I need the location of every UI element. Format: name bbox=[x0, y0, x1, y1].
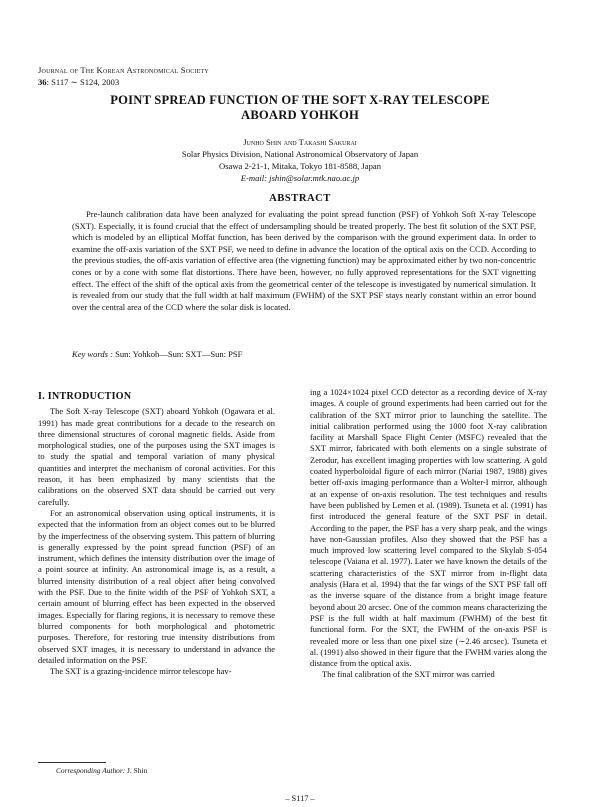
paper-title-line-2: ABOARD YOHKOH bbox=[241, 108, 359, 122]
body-paragraph: The Soft X-ray Telescope (SXT) aboard Yohkoh (Ogawara et al. 1991) has made great contributions for a decade to the research on three dimensional structures of coronal magnetic fields. Aside from morphological studies, one of the purposes using the SXT images is to study the spatial and temporal variation of many physical quantities and interpret the mechanism of coronal activities. For this reason, it has been emphasized by many scientists that the calibrations on the observed SXT data should be carried out very carefully. bbox=[38, 406, 275, 507]
keywords-label: Key words : bbox=[72, 349, 113, 359]
journal-name: Journal of The Korean Astronomical Society bbox=[38, 65, 209, 75]
footnote-label: Corresponding Author: bbox=[56, 766, 126, 775]
abstract-heading: ABSTRACT bbox=[269, 193, 331, 204]
keywords bbox=[72, 349, 536, 361]
right-column bbox=[310, 387, 547, 681]
journal-volume: 36 bbox=[38, 77, 47, 87]
footnote-rule bbox=[38, 762, 106, 763]
author-email: E-mail: jshin@solar.mtk.nao.ac.jp bbox=[240, 173, 360, 183]
author-address: Osawa 2-21-1, Mitaka, Tokyo 181-8588, Japan bbox=[218, 161, 381, 171]
body-paragraph: The final calibration of the SXT mirror was carried bbox=[322, 669, 495, 680]
left-column bbox=[38, 391, 275, 677]
author-affiliation: Solar Physics Division, National Astronomical Observatory of Japan bbox=[181, 149, 419, 159]
abstract-paragraph: Pre-launch calibration data have been analyzed for evaluating the point spread function (PSF) of Yohkoh Soft X-ray Telescope (SXT). Especially, it is found crucial that the effect of undersampling should be treated properly. The best fit solution of the SXT PSF, which is modeled by an elliptical Moffat function, has been derived by the comparison with the ground experiment data. In order to examine the off-axis variation of the SXT PSF, we need to define in advance the location of the optical axis on the CCD. According to the previous studies, the off-axis variation of effective area (the vignetting function) may be approximated either by two non-concentric cones or by a cone with some flat distortions. There have been, however, no fully approved representations for the SXT vignetting effect. The effect of the shift of the optical axis from the geometrical center of the telescope is investigated by numerical simulation. It is revealed from our study that the full width at half maximum (FWHM) of the SXT PSF stays nearly constant within an error bound over the central area of the CCD where the solar disk is located. bbox=[72, 209, 536, 312]
journal-pages: : S117 ∼ S124, 2003 bbox=[46, 77, 120, 87]
keywords-text: Sun: Yohkoh—Sun: SXT—Sun: PSF bbox=[113, 349, 243, 359]
paper-title-line-1: POINT SPREAD FUNCTION OF THE SOFT X-RAY TELESCOPE bbox=[110, 93, 490, 107]
author-block bbox=[40, 136, 560, 184]
footnote bbox=[56, 766, 147, 775]
footnote-text: J. Shin bbox=[125, 766, 148, 775]
paper-title bbox=[40, 93, 560, 123]
journal-header bbox=[38, 64, 209, 88]
body-paragraph: For an astronomical observation using optical instruments, it is expected that the information from an object comes out to be blurred by the imperfectness of the observing system. This pattern of blurring is generally expressed by the point spread function (PSF) of an instrument, which defines the intensity distribution over the image of a point source at infinity. An astronomical image is, as a result, a blurred intensity distribution of a real object after being convolved with the PSF. Due to the finite width of the PSF of Yohkoh SXT, a certain amount of blurring effect has been expected in the observed images. Especially for flaring regions, it is necessary to remove these blurred components for both morphological and photometric purposes. Therefore, for restoring true intensity distributions from observed SXT images, it is necessary to understand in advance the detailed information on the PSF. bbox=[38, 507, 275, 665]
page-number: – S117 – bbox=[285, 794, 315, 803]
author-names: Junho Shin and Takashi Sakurai bbox=[243, 137, 357, 147]
body-paragraph: The SXT is a grazing-incidence mirror telescope hav- bbox=[50, 666, 232, 677]
abstract bbox=[72, 209, 536, 313]
section-heading: I. INTRODUCTION bbox=[38, 391, 132, 402]
body-paragraph: ing a 1024×1024 pixel CCD detector as a recording device of X-ray images. A couple of ground experiments had been carried out for the calibration of the SXT mirror prior to launching the satellite. The initial calibration performed using the 1000 foot X-ray calibration facility at Marshall Space Flight Center (MSFC) revealed that the SXT mirror, fabricated with both elements on a single substrate of Zerodur, has excellent imaging properties with low scattering. A gold coated hyperboloidal figure of each mirror (Nariai 1987, 1988) gives better off-axis imaging performance than a Wolter-I mirror, although at an expense of on-axis resolution. The test techniques and results have been published by Lemen et al. (1989). Tsuneta et al. (1991) has first introduced the general feature of the SXT PSF in detail. According to the paper, the PSF has a very sharp peak, and the wings have non-Gaussian profiles. Also they showed that the PSF has a much improved low scattering level compared to the Skylab S-054 telescope (Vaiana et al. 1977). Later we have known the details of the scattering characteristics of the SXT mirror from in-flight data analysis (Hara et al. 1994) that the far wings of the SXT PSF fall off as the inverse square of the distance from a bright image feature beyond about 20 arcsec. One of the common means characterizing the PSF is the full width at half maximum (FWHM) of the best fit functional form. For the SXT, the FWHM of the on-axis PSF is revealed more or less than one pixel size (∼2.46 arcsec). Tsuneta et al. (1991) also showed in their figure that the FWHM varies along the distance from the optical axis. bbox=[310, 387, 547, 669]
journal-citation bbox=[38, 76, 209, 88]
